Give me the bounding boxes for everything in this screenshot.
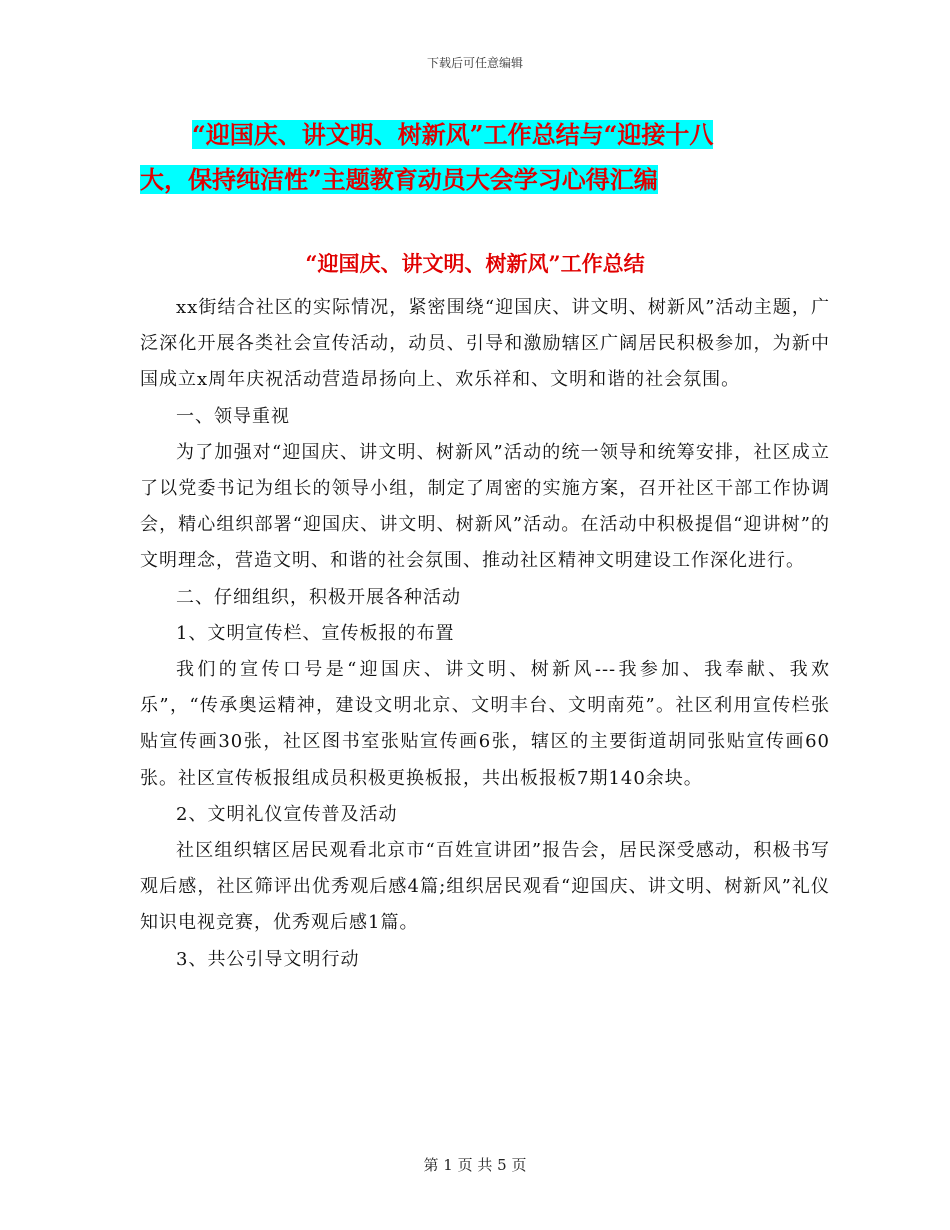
paragraph-leadership: 为了加强对“迎国庆、讲文明、树新风”活动的统一领导和统筹安排，社区成立了以党委书记为组长的领导小组，制定了周密的实施方案，召开社区干部工作协调会，精心组织部署“迎国庆、讲文明、树新风”活动。在活动中积极提倡“迎讲树”的文明理念，营造文明、和谐的社会氛围、推动社区精神文明建设工作深化进行。 — [140, 441, 830, 572]
page-footer: 第 1 页 共 5 页 — [423, 1156, 527, 1174]
title-line-2: 大，保持纯洁性”主题教育动员大会学习心得汇编 — [140, 165, 658, 194]
subheading-etiquette: 2、文明礼仪宣传普及活动 — [176, 803, 398, 825]
paragraph-bulletin: 我们的宣传口号是“迎国庆、讲文明、树新风---我参加、我奉献、我欢乐”，“传承奥运精神，建设文明北京、文明丰台、文明南苑”。社区利用宣传栏张贴宣传画30张，社区图书室张贴宣传画6张，辖区的主要街道胡同张贴宣传画60张。社区宣传板报组成员积极更换板报，共出板报板7期140余块。 — [140, 659, 830, 789]
body-content — [140, 290, 830, 978]
header-note: 下载后可任意编辑 — [426, 56, 523, 70]
section-title: “迎国庆、讲文明、树新风”工作总结 — [305, 251, 645, 276]
document-title — [140, 112, 830, 202]
title-line-1: “迎国庆、讲文明、树新风”工作总结与“迎接十八 — [192, 120, 714, 149]
paragraph-etiquette: 社区组织辖区居民观看北京市“百姓宣讲团”报告会，居民深受感动，积极书写观后感，社区筛评出优秀观后感4篇;组织居民观看“迎国庆、讲文明、树新风”礼仪知识电视竞赛，优秀观后感1篇。 — [140, 840, 830, 934]
paragraph-intro: xx街结合社区的实际情况，紧密围绕“迎国庆、讲文明、树新风”活动主题，广泛深化开展各类社会宣传活动，动员、引导和激励辖区广阔居民积极参加，为新中国成立x周年庆祝活动营造昂扬向上、欢乐祥和、文明和谐的社会氛围。 — [140, 297, 830, 391]
subheading-bulletin: 1、文明宣传栏、宣传板报的布置 — [176, 622, 455, 644]
heading-leadership: 一、领导重视 — [176, 405, 290, 427]
subheading-public: 3、共公引导文明行动 — [176, 948, 360, 970]
heading-activities: 二、仔细组织，积极开展各种活动 — [176, 586, 461, 608]
